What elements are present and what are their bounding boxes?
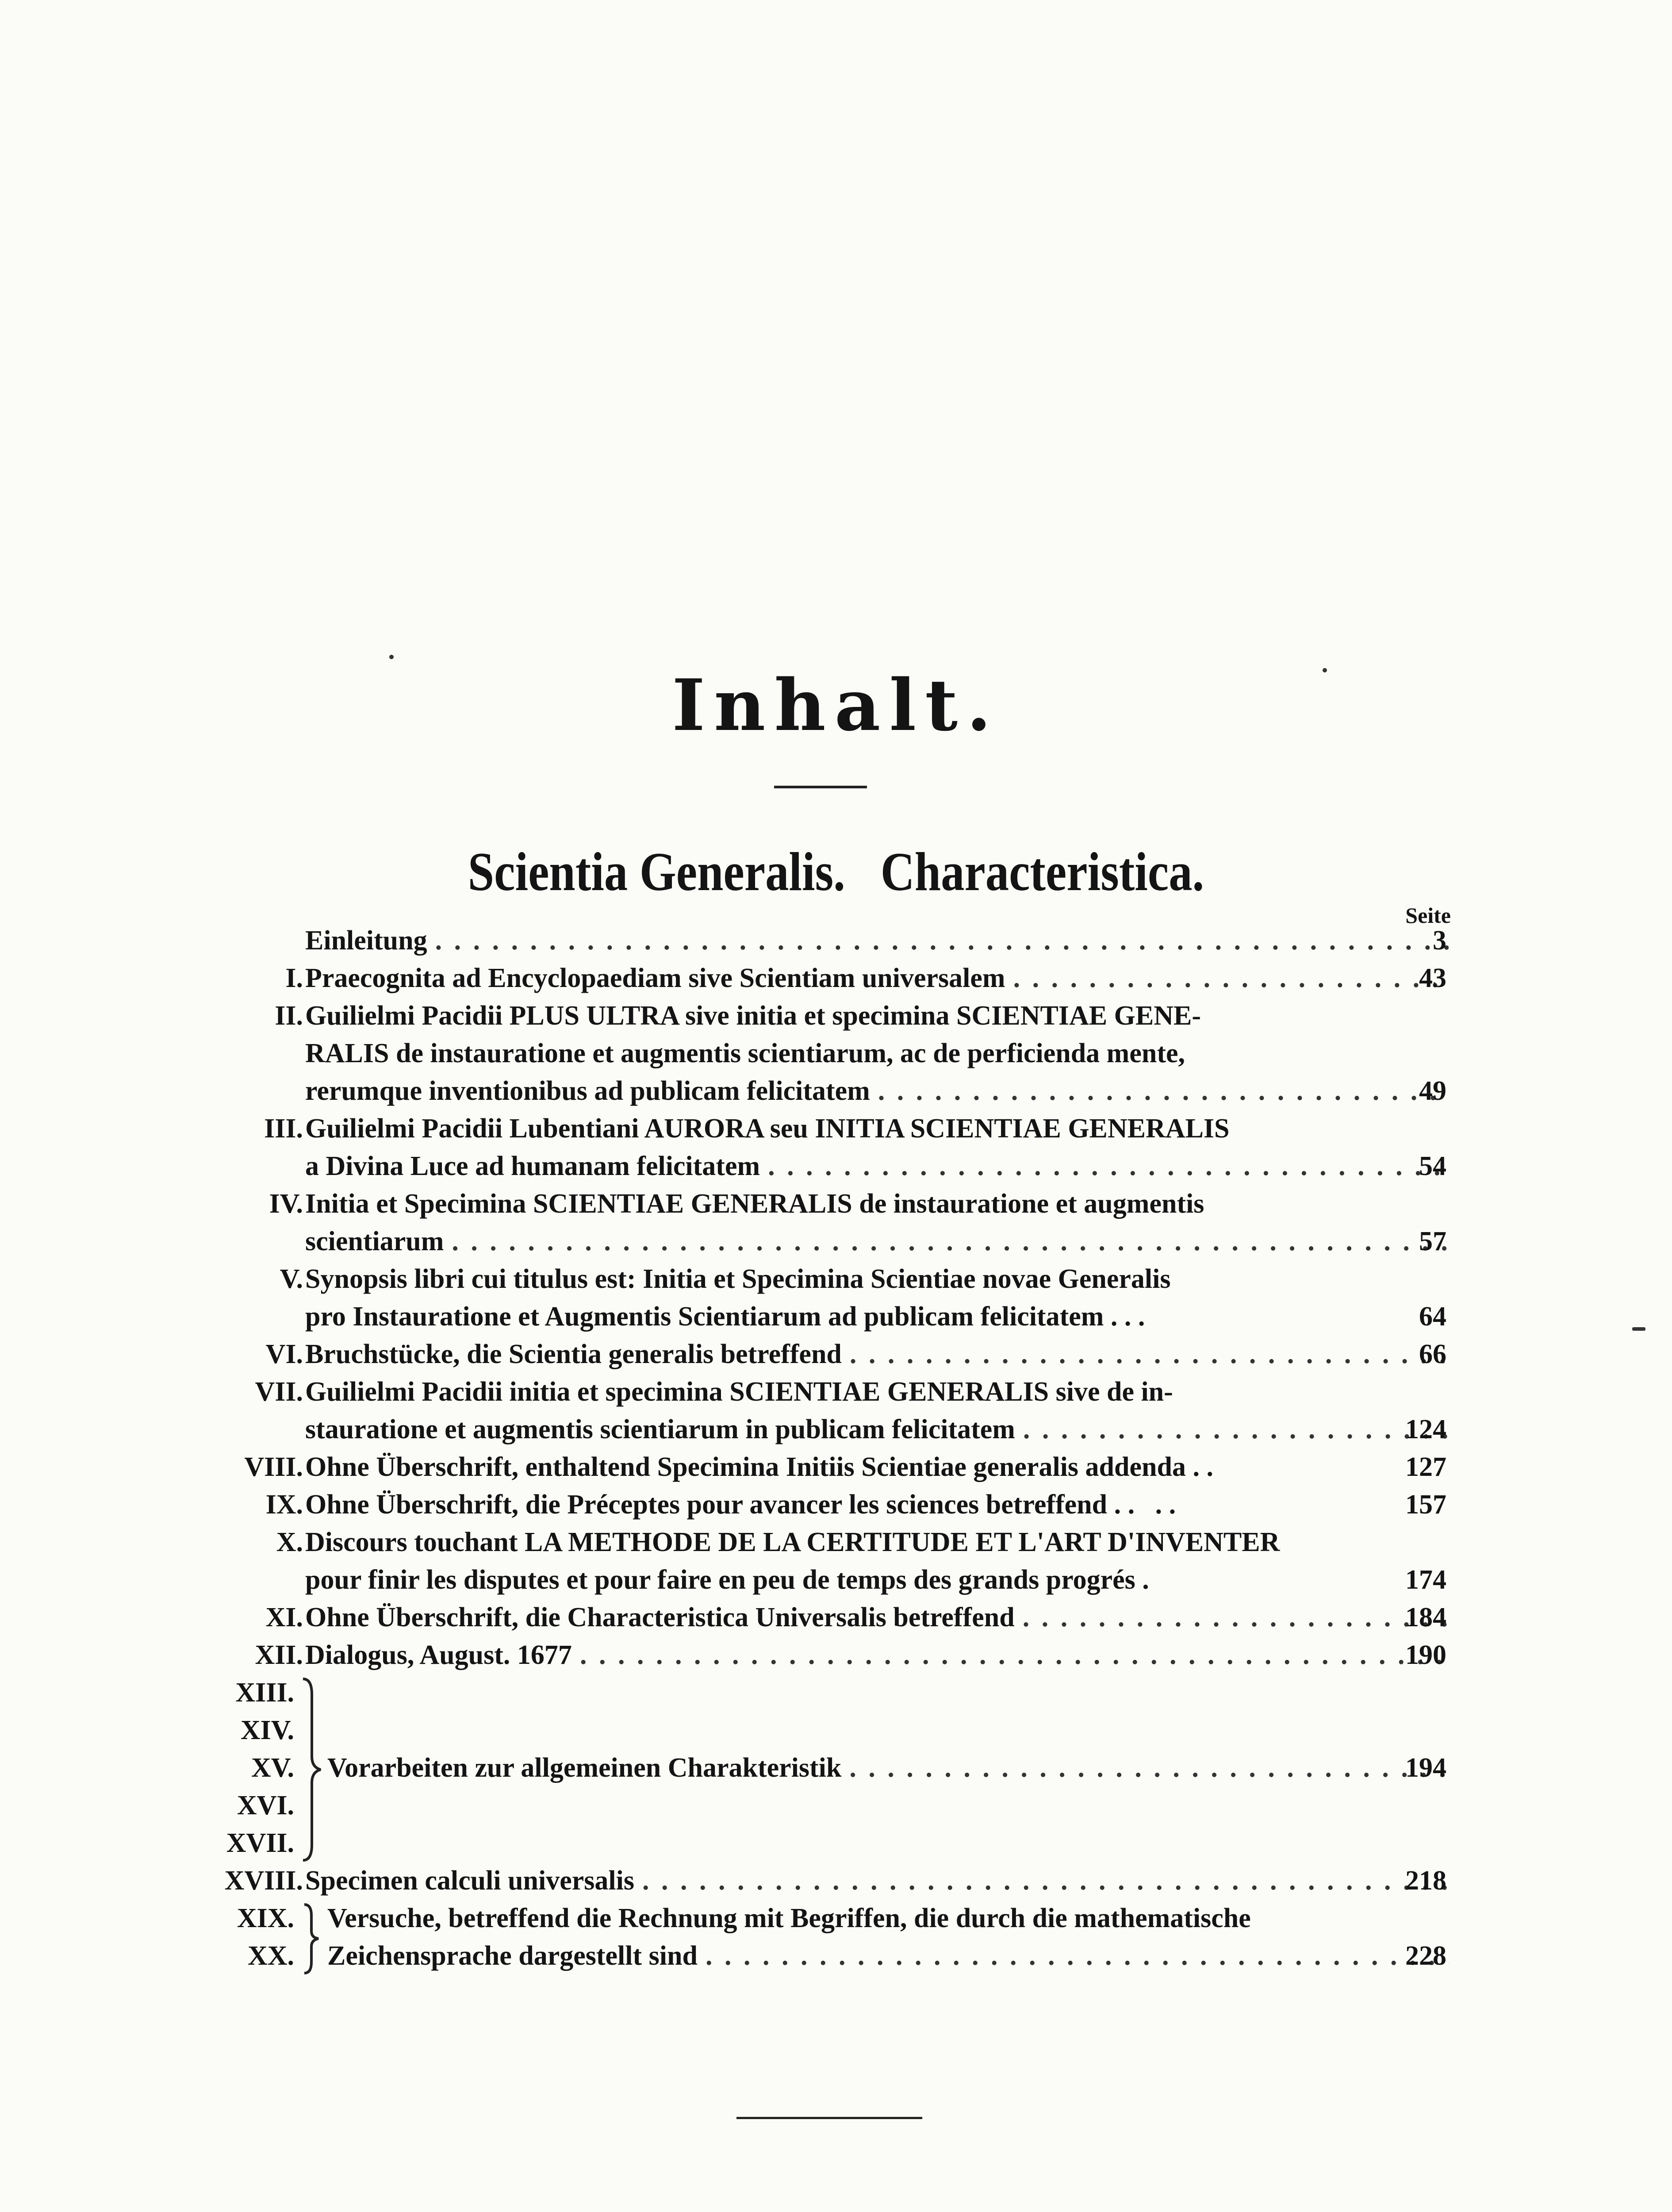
entry-title-line: a Divina Luce ad humanam felicitatem (305, 1151, 760, 1181)
entry-title: Ohne Überschrift, die Characteristica Universalis betreffend (305, 1602, 1015, 1632)
entry-title: Bruchstücke, die Scientia generalis betreffend (305, 1339, 842, 1369)
leader-dots (698, 1938, 1449, 1974)
entry-page: 3 (1433, 926, 1446, 956)
leader-dots (842, 1336, 1449, 1372)
entry-title-line: Synopsis libri cui titulus est: Initia et Specimina Scientiae novae Generalis (305, 1264, 1171, 1294)
entry-number: X. (276, 1527, 303, 1557)
entry-page: 228 (1405, 1941, 1446, 1971)
entry-title-line: Versuche, betreffend die Rechnung mit Begriffen, die durch die mathematische (327, 1903, 1251, 1933)
toc-entry-ii-end (0, 1073, 1672, 1109)
entry-number: VIII. (244, 1452, 303, 1482)
entry-number: XIX. (237, 1903, 294, 1933)
group-brace (301, 1902, 323, 1975)
entry-title-line: stauratione et augmentis scientiarum in publicam felicitatem (305, 1414, 1015, 1444)
entry-page: 184 (1405, 1602, 1446, 1632)
entry-title-line: Discours touchant LA METHODE DE LA CERTITUDE ET L'ART D'INVENTER (305, 1527, 1280, 1557)
leader-dots (634, 1863, 1449, 1899)
entry-title-line: Guilielmi Pacidii Lubentiani AURORA seu INITIA SCIENTIAE GENERALIS (305, 1114, 1230, 1144)
toc-group-entry-xiii-xvii (0, 1750, 1672, 1786)
entry-title: Einleitung (305, 926, 427, 956)
toc-entry-iii-end (0, 1148, 1672, 1184)
section-subtitle: Scientia Generalis. Characteristica. (468, 841, 1204, 902)
entry-page: 218 (1405, 1866, 1446, 1896)
entry-title-line: Guilielmi Pacidii initia et specimina SCIENTIAE GENERALIS sive de in- (305, 1377, 1173, 1407)
entry-number: XI. (265, 1602, 303, 1632)
toc-entry-vii (0, 1374, 1672, 1410)
toc-group-number: XIII. (235, 1678, 294, 1708)
entry-page: 49 (1419, 1076, 1446, 1106)
toc-entry-xii (0, 1637, 1672, 1673)
entry-number: XX. (247, 1941, 294, 1971)
entry-number: VII. (255, 1377, 303, 1407)
toc-entry-xx (0, 1938, 1672, 1974)
toc-entry-xix (0, 1900, 1672, 1936)
entry-page: 127 (1405, 1452, 1446, 1482)
entry-page: 194 (1405, 1753, 1446, 1783)
entry-number: XII. (255, 1640, 303, 1670)
leader-dots (841, 1750, 1449, 1786)
entry-title: Ohne Überschrift, enthaltend Specimina Initiis Scientiae generalis addenda . . (305, 1452, 1213, 1482)
toc-entry-i (0, 960, 1672, 996)
toc-entry-xviii (0, 1863, 1672, 1899)
entry-number: I. (285, 963, 303, 993)
leader-dots (427, 922, 1449, 959)
entry-number: III. (264, 1114, 303, 1144)
toc-entry-vii-end (0, 1411, 1672, 1448)
entry-number: IV. (269, 1189, 303, 1219)
toc-entry-ii (0, 998, 1672, 1034)
page-column-label: Seite (1405, 903, 1451, 928)
toc-entry-v (0, 1261, 1672, 1297)
page-title: Inhalt. (672, 664, 1000, 747)
toc-entry-iv-end (0, 1223, 1672, 1260)
entry-title: Dialogus, August. 1677 (305, 1640, 572, 1670)
toc-entry-v-end (0, 1298, 1672, 1335)
entry-title-line: Guilielmi Pacidii PLUS ULTRA sive initia et specimina SCIENTIAE GENE- (305, 1001, 1201, 1031)
entry-title: Vorarbeiten zur allgemeinen Charakteristik (327, 1753, 842, 1783)
toc-entry-iii (0, 1110, 1672, 1147)
entry-title-line: RALIS de instauratione et augmentis scientiarum, ac de perficienda mente, (305, 1038, 1185, 1068)
toc-entry-vi (0, 1336, 1672, 1372)
toc-group-number: XIV. (240, 1715, 294, 1745)
toc-entry-ix (0, 1486, 1672, 1523)
entry-title: Praecognita ad Encyclopaediam sive Scientiam universalem (305, 963, 1005, 993)
entry-title-line: pro Instauratione et Augmentis Scientiarum ad publicam felicitatem . . . (305, 1302, 1145, 1332)
toc-group-number: XVI. (237, 1790, 294, 1820)
closing-rule (736, 2117, 922, 2119)
entry-number: II. (275, 1001, 303, 1031)
entry-title-line: pour finir les disputes et pour faire en peu de temps des grands progrés . (305, 1565, 1149, 1595)
entry-page: 64 (1419, 1302, 1446, 1332)
entry-title: Ohne Überschrift, die Préceptes pour avancer les sciences betreffend . . . . (305, 1490, 1176, 1520)
leader-dots (572, 1637, 1449, 1673)
entry-number: V. (280, 1264, 303, 1294)
print-speck (1632, 1327, 1645, 1331)
title-rule (774, 786, 867, 788)
entry-title-line: Zeichensprache dargestellt sind (327, 1941, 698, 1971)
print-speck (1323, 668, 1327, 672)
print-speck (389, 655, 394, 659)
entry-title-line: rerumque inventionibus ad publicam felicitatem (305, 1076, 870, 1106)
toc-entry-x-end (0, 1562, 1672, 1598)
toc-entry-viii (0, 1449, 1672, 1485)
entry-number: VI. (265, 1339, 303, 1369)
toc-entry-xi (0, 1599, 1672, 1636)
entry-page: 124 (1405, 1414, 1446, 1444)
toc-entry-einleitung (0, 922, 1672, 959)
leader-dots (444, 1223, 1449, 1260)
entry-title-line: scientiarum (305, 1226, 444, 1256)
toc-group-number: XVII. (226, 1828, 294, 1858)
entry-page: 190 (1405, 1640, 1446, 1670)
toc-entry-iv (0, 1186, 1672, 1222)
entry-page: 43 (1419, 963, 1446, 993)
group-brace (299, 1677, 325, 1863)
toc-entry-ii-cont (0, 1035, 1672, 1071)
leader-dots (760, 1148, 1449, 1184)
leader-dots (870, 1073, 1449, 1109)
entry-page: 66 (1419, 1339, 1446, 1369)
entry-page: 57 (1419, 1226, 1446, 1256)
entry-title-line: Initia et Specimina SCIENTIAE GENERALIS de instauratione et augmentis (305, 1189, 1204, 1219)
entry-number: XVIII. (224, 1866, 303, 1896)
entry-number: XV. (251, 1753, 294, 1783)
entry-page: 157 (1405, 1490, 1446, 1520)
entry-page: 174 (1405, 1565, 1446, 1595)
entry-number: IX. (265, 1490, 303, 1520)
entry-page: 54 (1419, 1151, 1446, 1181)
entry-title: Specimen calculi universalis (305, 1866, 634, 1896)
toc-entry-x (0, 1524, 1672, 1560)
